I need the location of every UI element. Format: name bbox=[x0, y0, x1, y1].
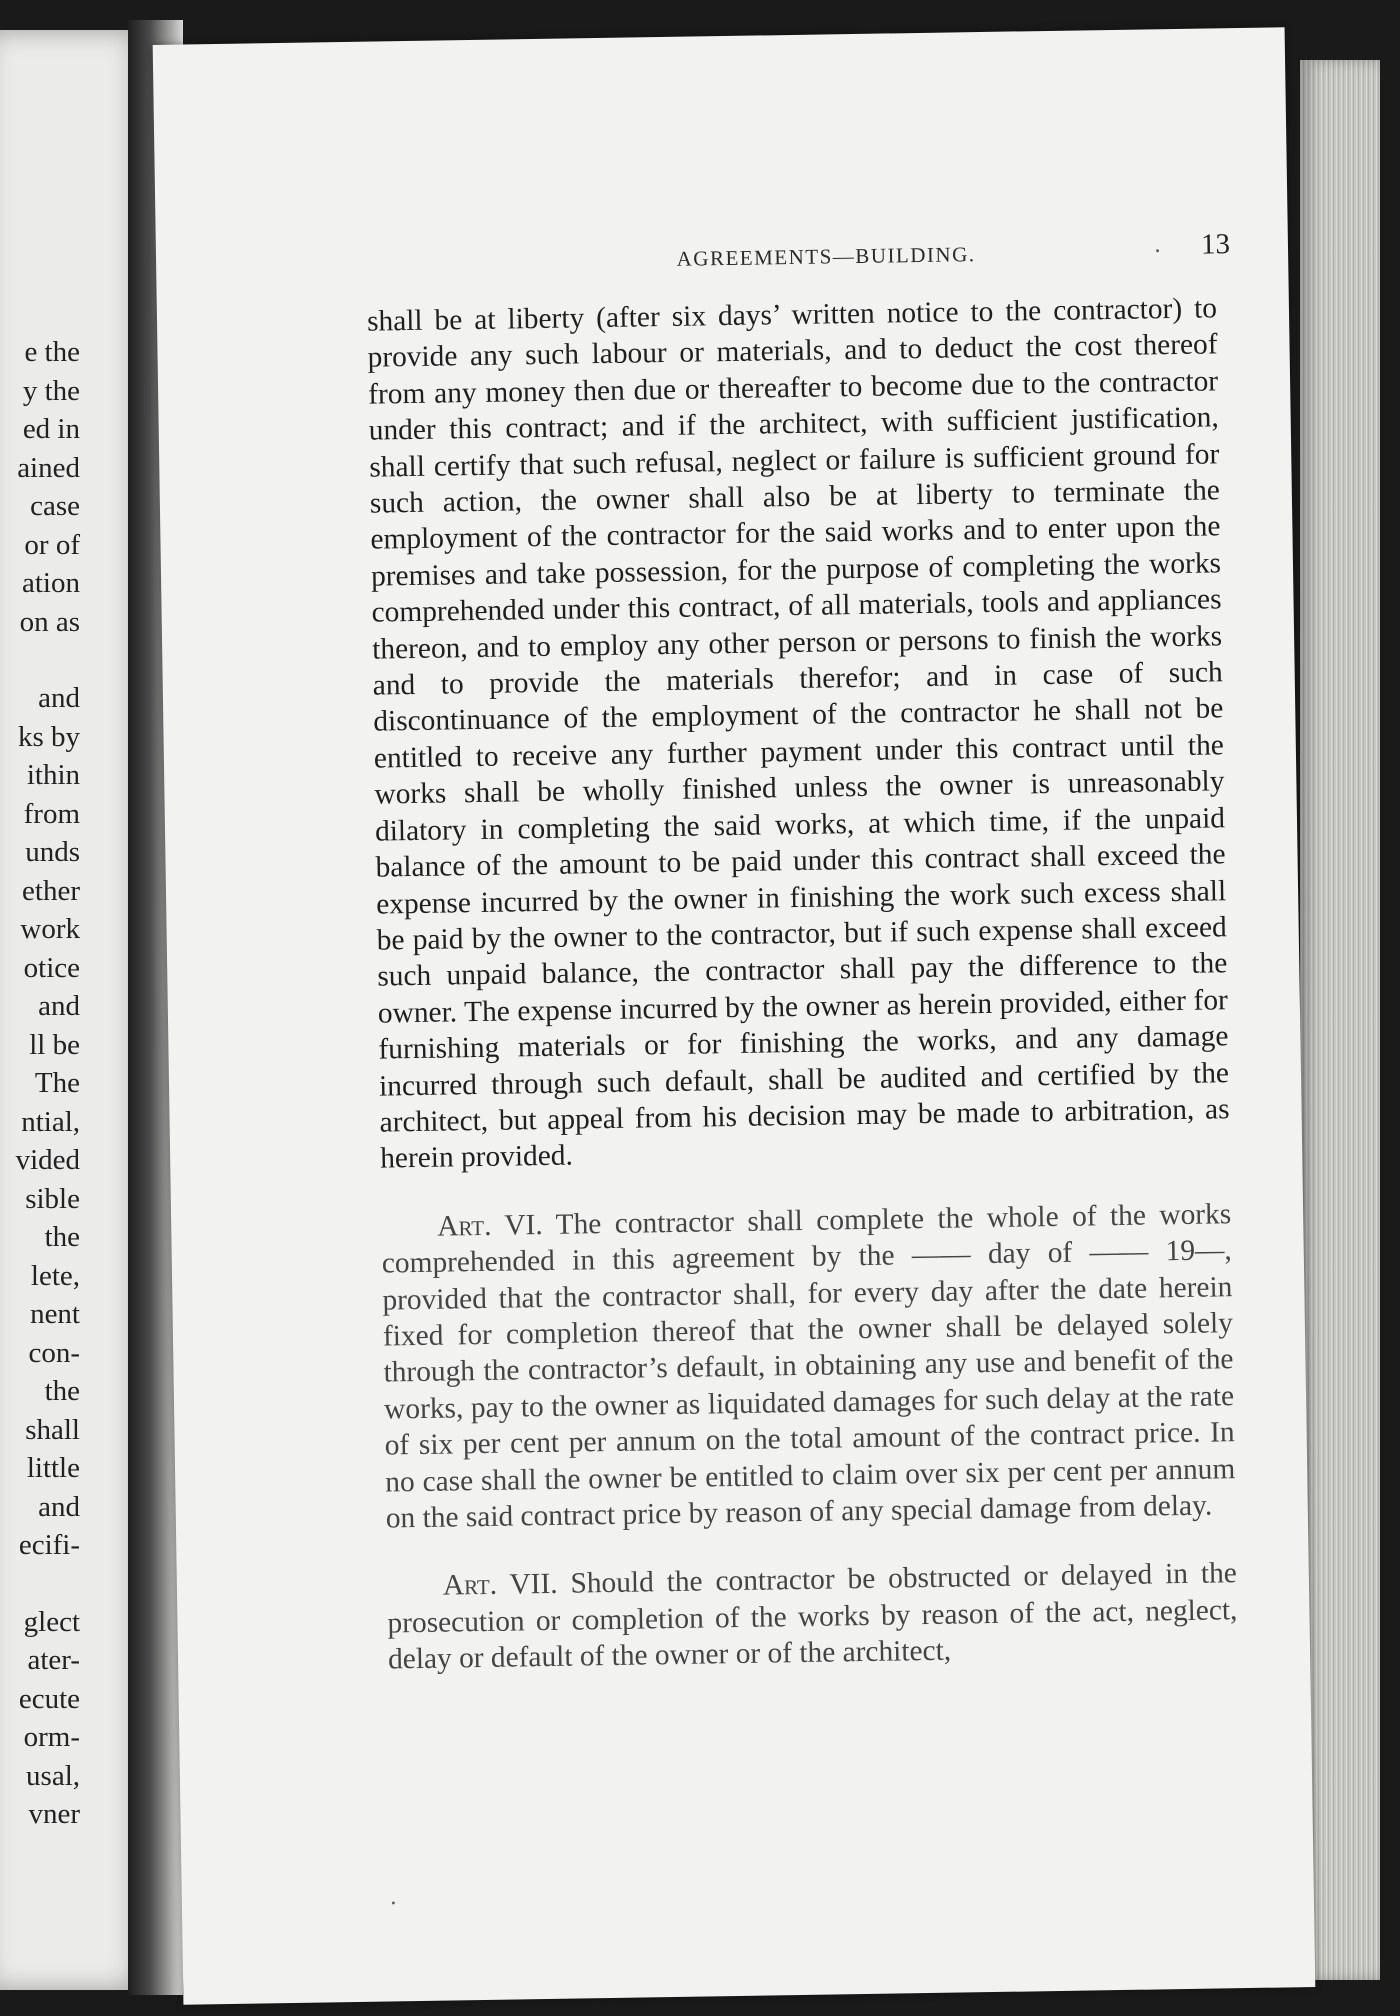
left-fragment-line: ed in bbox=[22, 413, 80, 445]
article-vii-label: Art. VII. bbox=[442, 1568, 558, 1603]
article-vi-text: The contractor shall complete the whole of the works comprehended in this agreement by the —— day of —— 19—, provided that the contractor shall, for every day after the date herein fixed for completion thereof that the owner shall be delayed solely through the contractor’s default, in obtaining any use and benefit of the works, pay to the owner as liquidated damages for such delay at the rate of six per cent per annum on the total amount of the contract price. In no case shall the owner be entitled to claim over six per cent per annum on the said contract price by reason of any special damage from delay. bbox=[381, 1197, 1236, 1535]
right-page bbox=[153, 27, 1316, 2005]
left-fragment-line: otice bbox=[23, 951, 80, 984]
paper-fleck bbox=[392, 1901, 395, 1904]
left-fragment-line: the bbox=[44, 1221, 80, 1253]
left-fragment-line: on as bbox=[19, 605, 80, 638]
left-fragment-line: ithin bbox=[26, 759, 80, 791]
left-fragment-line: or of bbox=[24, 528, 80, 561]
left-fragment-line: and bbox=[38, 1490, 80, 1523]
left-fragment-line: unds bbox=[25, 836, 80, 868]
left-fragment-line: from bbox=[23, 797, 80, 830]
left-fragment-line: lete, bbox=[30, 1259, 80, 1292]
left-fragment-line: usal, bbox=[26, 1759, 80, 1792]
paper-fleck bbox=[1156, 249, 1159, 252]
left-fragment-line: glect bbox=[23, 1605, 80, 1638]
fragment-gap bbox=[0, 1565, 80, 1603]
left-fragment-line: ll be bbox=[29, 1028, 80, 1061]
left-fragment-line: orm- bbox=[23, 1721, 80, 1753]
page-number: 13 bbox=[1200, 228, 1231, 261]
article-vii-paragraph bbox=[387, 1556, 1239, 1679]
left-fragment-line: ained bbox=[17, 451, 80, 484]
left-fragment-line: ecifi- bbox=[18, 1529, 80, 1561]
running-head: AGREEMENTS—BUILDING. bbox=[676, 242, 976, 271]
left-fragment-line: work bbox=[20, 913, 80, 945]
left-fragment-line: nent bbox=[30, 1298, 80, 1330]
page-edges bbox=[1300, 60, 1380, 1980]
left-fragment-line: con- bbox=[28, 1336, 80, 1369]
left-fragment-line: The bbox=[34, 1067, 80, 1099]
left-fragment-line: ation bbox=[22, 567, 80, 599]
left-fragment-line: ks by bbox=[17, 720, 80, 753]
left-fragment-line: y the bbox=[22, 374, 80, 407]
left-fragment-line: the bbox=[44, 1375, 80, 1407]
article-vii-text: Should the contractor be obstructed or delayed in the prosecution or completion of the works by reason of the act, neglect, delay or default of the owner or of the architect, bbox=[387, 1557, 1238, 1676]
left-fragment-line: vided bbox=[15, 1144, 80, 1176]
left-fragment-line: e the bbox=[24, 336, 80, 368]
left-fragment-line: sible bbox=[25, 1182, 80, 1215]
left-fragment-line: ecute bbox=[18, 1682, 80, 1715]
article-vi-label: Art. VI. bbox=[437, 1208, 543, 1243]
left-fragment-line: case bbox=[30, 490, 80, 522]
article-vi-paragraph bbox=[381, 1196, 1236, 1537]
left-fragment-line: ntial, bbox=[21, 1105, 80, 1138]
left-fragment-line: and bbox=[38, 990, 80, 1022]
left-page-fragments bbox=[0, 333, 80, 1834]
left-fragment-line: little bbox=[26, 1452, 80, 1484]
left-fragment-line: ether bbox=[22, 874, 80, 907]
left-fragment-line: shall bbox=[25, 1413, 80, 1446]
left-fragment-line: ater- bbox=[27, 1644, 80, 1676]
continuation-paragraph: shall be at liberty (after six days’ written notice to the contractor) to provide any such labour or materials, and to deduct the cost thereof from any money then due or thereafter to become due to the contractor under this contract; and if the architect, with sufficient justification, shall certify that such refusal, neglect or failure is sufficient ground for such action, the owner shall also be at liberty to terminate the employment of the contractor for the said works and to enter upon the premises and take possession, for the purpose of completing the works comprehended under this contract, of all materials, tools and appliances thereon, and to employ any other person or persons to finish the works and to provide the materials therefor; and in case of such discontinuance of the employment of the contractor he shall not be entitled to receive any further payment under this contract until the works shall be wholly finished unless the owner is unreasonably dilatory in completing the said works, at which time, if the unpaid balance of the amount to be paid under this contract shall exceed the expense incurred by the owner in finishing the work such excess shall be paid by the owner to the contractor, but if such expense shall exceed such unpaid balance, the contractor shall pay the difference to the owner. The expense incurred by the owner as herein provided, either for furnishing materials or for finishing the works, and any damage incurred through such default, shall be audited and certified by the architect, but appeal from his decision may be made to arbitration, as herein provided. bbox=[366, 292, 1230, 1175]
left-fragment-line: and bbox=[38, 682, 80, 714]
fragment-gap bbox=[0, 641, 80, 679]
body-text bbox=[367, 290, 1238, 1678]
left-fragment-line: vner bbox=[28, 1798, 80, 1830]
